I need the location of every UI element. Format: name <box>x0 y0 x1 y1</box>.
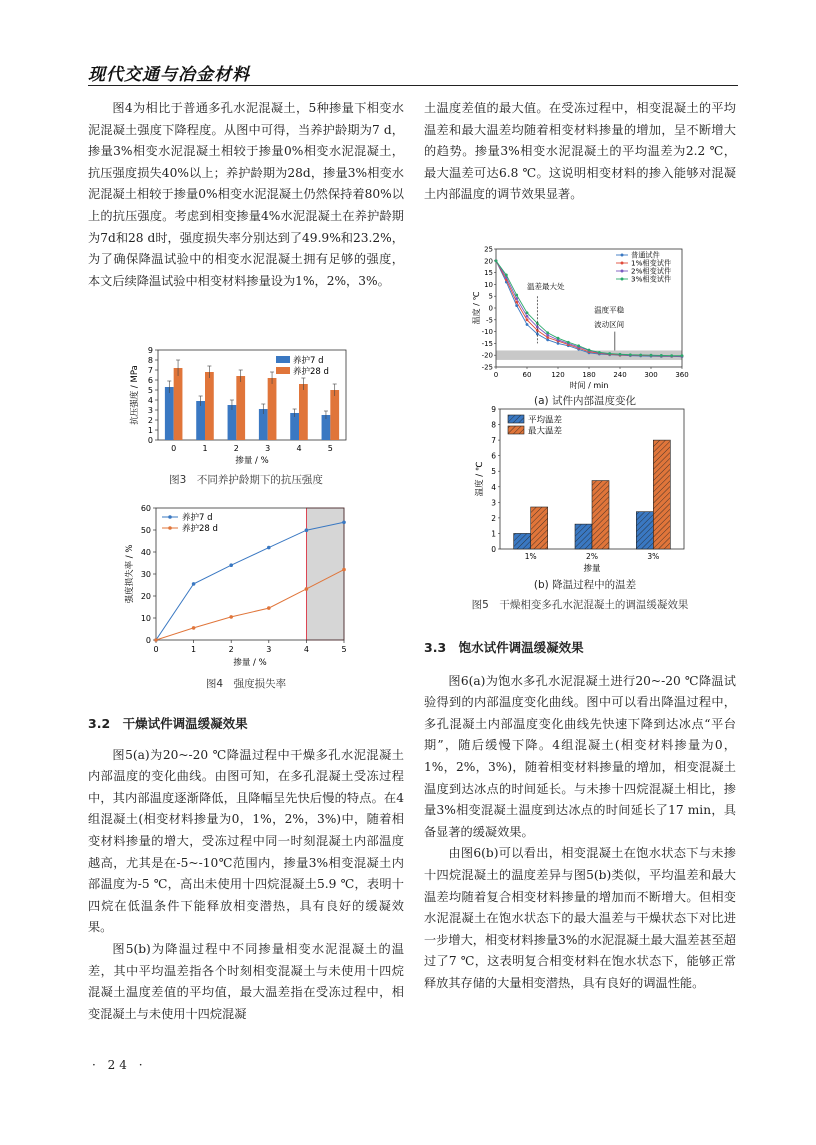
y-tick-label: 9 <box>491 405 496 414</box>
x-tick-label: 0 <box>153 645 159 654</box>
y-tick-label: 5 <box>488 292 493 301</box>
x-tick-label: 4 <box>296 444 302 453</box>
legend-label: 3%相变试件 <box>631 274 672 284</box>
y-tick-label: 25 <box>484 245 493 254</box>
bar <box>299 384 308 440</box>
y-tick-label: 7 <box>491 436 496 446</box>
x-tick-label: 2% <box>586 552 598 561</box>
section-heading: 3.2 干燥试件调温缓凝效果 <box>88 716 248 731</box>
bar <box>165 387 174 440</box>
y-axis-label: 抗压强度 / MPa <box>130 365 140 425</box>
figure-caption: 图5 干燥相变多孔水泥混凝土的调温缓凝效果 <box>471 599 689 611</box>
y-tick-label: -5 <box>486 316 493 325</box>
y-tick-label: 3 <box>491 498 496 508</box>
y-tick-label: 10 <box>484 280 493 289</box>
y-tick-label: 9 <box>147 346 153 355</box>
bar <box>514 533 531 549</box>
bar <box>236 376 245 440</box>
y-tick-label: 20 <box>140 592 151 601</box>
y-tick-label: 50 <box>140 526 151 535</box>
y-tick-label: 15 <box>484 269 493 278</box>
bar <box>531 507 548 549</box>
x-tick-label: 300 <box>644 371 658 379</box>
y-tick-label: 7 <box>147 366 153 375</box>
x-tick-label: 120 <box>551 371 565 379</box>
legend-label: 平均温差 <box>528 415 563 426</box>
data-point <box>588 349 591 352</box>
y-tick-label: 6 <box>147 376 153 385</box>
chart-fig3 <box>128 345 354 470</box>
y-axis-label: 强度损失率 / % <box>125 544 135 604</box>
y-tick-label: -15 <box>481 339 493 348</box>
y-tick-label: 0 <box>145 636 151 645</box>
bar <box>330 390 339 440</box>
data-point <box>639 354 642 357</box>
bar <box>268 378 277 440</box>
page-number: · 24 · <box>92 1058 147 1072</box>
bar <box>174 368 183 440</box>
y-tick-label: 0 <box>147 436 153 445</box>
section-heading: 3.3 饱水试件调温缓凝效果 <box>424 640 584 655</box>
y-tick-label: 6 <box>491 451 496 461</box>
y-tick-label: 8 <box>491 420 496 430</box>
legend-marker <box>621 278 624 281</box>
legend-label: 普通试件 <box>631 250 660 260</box>
y-tick-label: -20 <box>481 351 493 360</box>
data-point <box>526 311 529 314</box>
x-tick-label: 0 <box>171 444 177 453</box>
x-tick-label: 3 <box>265 444 271 453</box>
y-tick-label: 1 <box>147 426 153 435</box>
x-tick-label: 1 <box>202 444 208 453</box>
left-column-bottom <box>88 713 404 1025</box>
legend-label: 养护7 d <box>182 513 213 523</box>
data-point <box>567 341 570 344</box>
header-rule <box>88 85 738 86</box>
y-tick-label: 0 <box>491 545 496 554</box>
x-axis-label: 掺量 / % <box>233 658 267 668</box>
y-tick-label: -25 <box>481 363 493 372</box>
data-point <box>342 568 346 572</box>
bar <box>575 524 592 549</box>
data-point <box>526 318 529 321</box>
x-tick-label: 3% <box>647 552 660 561</box>
legend-label: 养护28 d <box>293 367 329 377</box>
data-point <box>495 259 498 262</box>
data-point <box>608 352 611 355</box>
legend-marker <box>621 262 624 265</box>
left-column-top <box>88 98 404 292</box>
x-tick-label: 180 <box>582 371 596 379</box>
data-point <box>577 344 580 347</box>
legend-swatch <box>276 356 290 363</box>
x-tick-label: 2 <box>228 645 234 654</box>
data-point <box>192 582 196 586</box>
y-tick-label: 10 <box>140 614 151 623</box>
data-point <box>670 354 673 357</box>
chart-fig5b <box>474 405 696 577</box>
y-tick-label: 4 <box>491 482 496 492</box>
chart-fig5a <box>474 245 696 395</box>
legend-swatch <box>276 367 290 374</box>
y-axis-label: 温度 / ℃ <box>475 461 485 497</box>
bar <box>290 413 299 440</box>
bar <box>196 401 205 440</box>
y-tick-label: 5 <box>147 386 153 395</box>
data-point <box>660 354 663 357</box>
x-axis-label: 掺量 / % <box>235 456 269 466</box>
y-tick-label: 2 <box>147 416 153 425</box>
legend-label: 最大温差 <box>528 426 563 437</box>
x-tick-label: 240 <box>613 371 627 379</box>
x-tick-label: 60 <box>522 371 532 379</box>
data-point <box>629 353 632 356</box>
legend-marker <box>168 526 172 530</box>
y-tick-label: 20 <box>484 257 493 266</box>
journal-title: 现代交通与冶金材料 <box>88 65 250 85</box>
paragraph: 图5(b)为降温过程中不同掺量相变水泥混凝土的温差，其中平均温差指各个时刻相变混凝土与未使用十四烷混凝土温度差值的平均值，最大温差指在受冻过程中，相变混凝土与未使用十四烷混凝 <box>88 941 404 1021</box>
right-column-top <box>424 98 736 206</box>
paragraph: 由图6(b)可以看出，相变混凝土在饱水状态下与未掺十四烷混凝土的温度差异与图5(b)类似，平均温差和最大温差均随着复合相变材料掺量的增加而不断增大。但相变水泥混凝土在饱水状态下的最大温差与干燥状态下对比进一步增大，相变材料掺量3%的水泥混凝土最大温差甚至超过了7 ℃，这表明复合相变材料在饱水状态下，能够正常释放其存储的大量相变潜热，具有良好的调温性能。 <box>424 846 736 990</box>
x-tick-label: 5 <box>341 645 347 654</box>
x-tick-label: 4 <box>303 645 309 654</box>
legend-label: 1%相变试件 <box>631 258 672 268</box>
x-tick-label: 0 <box>493 371 499 379</box>
data-point <box>342 521 346 525</box>
data-point <box>546 331 549 334</box>
legend-label: 养护7 d <box>293 356 324 366</box>
data-point <box>267 606 271 610</box>
legend-marker <box>621 270 624 273</box>
bar <box>653 440 670 549</box>
annotation-label: 波动区间 <box>594 319 625 329</box>
data-point <box>619 353 622 356</box>
data-point <box>681 354 684 357</box>
annotation-label: 温差最大处 <box>527 282 565 292</box>
bar <box>592 481 609 549</box>
x-axis-label: 掺量 <box>583 564 601 574</box>
legend-swatch <box>508 415 524 423</box>
data-point <box>305 528 309 532</box>
y-tick-label: 40 <box>140 548 151 557</box>
right-column-bottom <box>424 637 736 995</box>
x-tick-label: 360 <box>675 371 689 379</box>
figure-caption: 图4 强度损失率 <box>205 678 287 690</box>
data-point <box>650 354 653 357</box>
chart-fig4 <box>122 500 354 672</box>
y-tick-label: 4 <box>147 396 153 405</box>
subfigure-caption: (a) 试件内部温度变化 <box>534 395 636 407</box>
shaded-region <box>306 508 344 640</box>
journal-header <box>88 58 738 88</box>
data-point <box>505 274 508 277</box>
data-point <box>192 626 196 630</box>
bar <box>205 372 214 440</box>
y-tick-label: 5 <box>491 467 496 477</box>
x-tick-label: 3 <box>266 645 272 654</box>
y-tick-label: 60 <box>140 504 151 513</box>
y-tick-label: -10 <box>481 328 493 337</box>
y-tick-label: 8 <box>147 356 153 365</box>
x-tick-label: 1 <box>191 645 197 654</box>
data-point <box>515 294 518 297</box>
data-point <box>154 638 158 642</box>
data-point <box>526 323 529 326</box>
data-point <box>229 615 233 619</box>
bar <box>228 405 237 440</box>
data-point <box>305 587 309 591</box>
paragraph: 图4为相比于普通多孔水泥混凝土，5种掺量下相变水泥混凝土强度下降程度。从图中可得，当养护龄期为7 d，掺量3%相变水泥混凝土相较于掺量0%相变水泥混凝土，抗压强度损失40%以上；养护龄期为28d，掺量3%相变水泥混凝土相较于掺量0%相变水泥混凝土仍然保持着80%以上的抗压强度。考虑到相变掺量4%水泥混凝土在养护龄期为7d和28 d时，强度损失率分别达到了49.9%和23.2%，为了确保降温试验中的相变水泥混凝土拥有足够的强度，本文后续降温试验中相变材料掺量设为1%，2%，3%。 <box>88 101 404 288</box>
y-tick-label: 2 <box>491 513 496 523</box>
x-axis-label: 时间 / min <box>569 381 609 390</box>
y-axis-label: 温度 / ℃ <box>472 291 481 325</box>
y-tick-label: 30 <box>140 570 151 579</box>
x-tick-label: 1% <box>524 552 537 561</box>
annotation-label: 温度平稳 <box>594 305 625 315</box>
data-point <box>557 337 560 340</box>
y-tick-label: 3 <box>147 406 153 415</box>
figure-caption: 图3 不同养护龄期下的抗压强度 <box>169 474 323 486</box>
legend-swatch <box>508 426 524 434</box>
x-tick-label: 5 <box>327 444 333 453</box>
paragraph: 图6(a)为饱水多孔水泥混凝土进行20~-20 ℃降温试验得到的内部温度变化曲线。图中可以看出降温过程中，多孔混凝土内部温度变化曲线先快速下降到达冰点“平台期”，随后缓慢下降。4组混凝土(相变材料掺量为0，1%，2%，3%)，随着相变材料掺量的增加，相变混凝土温度到达冰点的时间延长。与未掺十四烷混凝土相比，掺量3%相变混凝土温度到达冰点的时间延长了17 min，具备显著的缓凝效果。 <box>424 673 736 839</box>
data-point <box>267 546 271 550</box>
data-point <box>526 315 529 318</box>
subfigure-caption: (b) 降温过程中的温差 <box>533 579 637 591</box>
legend-label: 养护28 d <box>182 524 218 534</box>
legend-label: 2%相变试件 <box>631 266 672 276</box>
bar <box>636 512 653 549</box>
data-point <box>229 563 233 567</box>
x-tick-label: 2 <box>233 444 239 453</box>
legend-marker <box>621 254 624 257</box>
y-tick-label: 1 <box>491 529 496 539</box>
y-tick-label: 0 <box>488 304 493 313</box>
paragraph: 图5(a)为20~-20 ℃降温过程中干燥多孔水泥混凝土内部温度的变化曲线。由图可知，在多孔混凝土受冻过程中，其内部温度逐渐降低，且降幅呈先快后慢的特点。在4组混凝土(相变材料掺量为0，1%，2%，3%)中，随着相变材料掺量的增大，受冻过程中同一时刻混凝土内部温度越高，尤其是在-5~-10℃范围内，掺量3%相变混凝土内部温度为-5 ℃，高出未使用十四烷混凝土5.9 ℃，表明十四烷在低温条件下能释放相变潜热，具有良好的缓凝效果。 <box>88 747 404 935</box>
paragraph: 土温度差值的最大值。在受冻过程中，相变混凝土的平均温差和最大温差均随着相变材料掺量的增加，呈不断增大的趋势。掺量3%相变水泥混凝土的平均温差为2.2 ℃，最大温差可达6.8 ℃。这说明相变材料的掺入能够对混凝土内部温度的调节效果显著。 <box>424 101 736 202</box>
legend-marker <box>168 515 172 519</box>
data-point <box>598 351 601 354</box>
